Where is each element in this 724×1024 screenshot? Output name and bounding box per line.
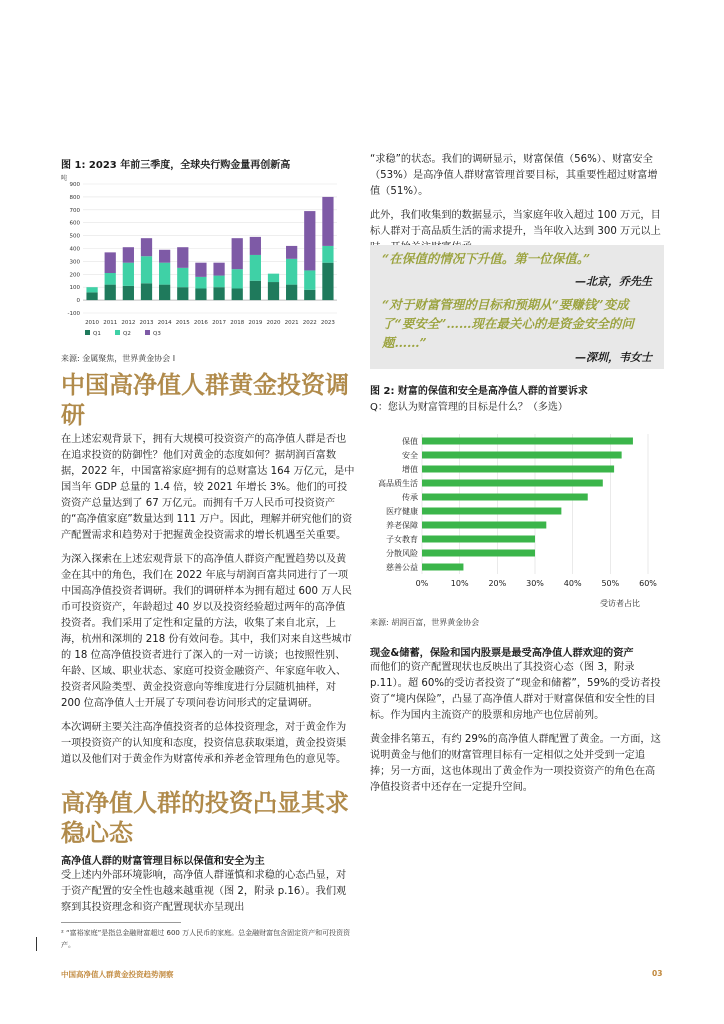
figure-1-source: 来源: 金属聚焦，世界黄金协会 I bbox=[61, 354, 176, 363]
x-tick-label: 2014 bbox=[157, 320, 172, 326]
bar-Q1-2023 bbox=[322, 263, 333, 300]
bar-Q1-2011 bbox=[105, 285, 116, 300]
legend-swatch-Q2 bbox=[115, 330, 120, 335]
bar-Q1-2015 bbox=[177, 287, 188, 300]
legend-label-Q2: Q2 bbox=[123, 331, 131, 337]
y-tick-label: 700 bbox=[69, 207, 80, 214]
y-tick-label: 600 bbox=[69, 220, 80, 227]
bar-Q2-2014 bbox=[159, 263, 170, 285]
paragraph-focus: 本次调研主要关注高净值投资者的总体投资理念，对于黄金作为一项投资资产的认知度和态度，投资信息获取渠道，黄金投资渠道以及他们对于黄金作为财富传承和养老金管理角色的意见等。 bbox=[61, 722, 347, 765]
bar-Q2-2022 bbox=[304, 270, 315, 289]
bar-Q2-2023 bbox=[322, 246, 333, 263]
bar-Q1-2013 bbox=[141, 283, 152, 300]
bar-子女教育 bbox=[422, 536, 535, 543]
bar-保值 bbox=[422, 438, 633, 445]
category-label: 安全 bbox=[402, 451, 418, 460]
bar-Q1-2019 bbox=[250, 281, 261, 300]
x-tick-label: 40% bbox=[563, 579, 582, 588]
paragraph-intro: 在上述宏观背景下，拥有大规模可投资资产的高净值人群是否也在追求投资的防御性？他们对黄金的态度如何？据胡润百富数据，2022 年，中国富裕家庭²拥有的总财富达 164 万亿元，是中国当年 GDP 总量的 1.4 倍，较 2021 年增长 3%。他们的可投资资产总量达到了 67 万亿元。而拥有千万人民币可投资资产的“高净值家庭”数量达到 111 万户。因此，理解并研究他们的资产配置需求和趋势对于把握黄金投资需求的增长机遇至关重要。 bbox=[61, 434, 355, 541]
figure-2-question: Q：您认为财富管理的目标是什么？（多选） bbox=[370, 402, 568, 413]
quote-shenzhen-signature: —深圳，韦女士 bbox=[575, 351, 652, 364]
x-tick-label: 2012 bbox=[121, 320, 136, 326]
x-tick-label: 60% bbox=[639, 579, 657, 588]
x-tick-label: 2023 bbox=[320, 320, 335, 326]
y-tick-label: 800 bbox=[69, 194, 80, 201]
section-title-investment-mindset: 高净值人群的投资凸显其求稳心态 bbox=[61, 789, 349, 847]
category-label: 传承 bbox=[402, 493, 418, 502]
bar-传承 bbox=[422, 494, 588, 501]
category-label: 养老保障 bbox=[386, 521, 418, 530]
x-tick-label: 2021 bbox=[284, 320, 299, 326]
category-label: 增值 bbox=[402, 465, 418, 474]
figure-1-title: 图 1: 2023 年前三季度，全球央行购金量再创新高 bbox=[61, 160, 291, 171]
x-tick-label: 2020 bbox=[266, 320, 281, 326]
bar-Q3-2019 bbox=[250, 237, 261, 255]
quote-beijing-signature: —北京，乔先生 bbox=[575, 275, 652, 288]
footnote-mark: ² bbox=[61, 929, 64, 937]
chart-2-svg bbox=[370, 428, 664, 614]
left-body bbox=[61, 432, 355, 776]
subhead-popular-assets: 现金&储蓄，保险和国内股票是最受高净值人群欢迎的资产 bbox=[370, 648, 634, 659]
bar-Q2-2019 bbox=[250, 255, 261, 281]
x-tick-label: 10% bbox=[450, 579, 469, 588]
bar-Q2-2018 bbox=[232, 269, 243, 288]
right-body-bottom bbox=[370, 660, 664, 804]
y-tick-label: 200 bbox=[69, 272, 80, 279]
paragraph-methodology: 为深入探索在上述宏观背景下的高净值人群资产配置趋势以及黄金在其中的角色，我们在 2022 年底与胡润百富共同进行了一项中国高净值投资者调研。我们的调研样本为拥有超过 600 万人民币可投资资产，年龄超过 40 岁以及投资经验超过两年的高净值投资者。我们采用了定性和定量的方法，收集了来自北京，上海，杭州和深圳的 218 份有效问卷。其中，我们对来自这些城市的 18 位高净值投资者进行了深入的一对一访谈；也按照性别、年龄、区域、职业状态、家庭可投资金融资产、年家庭年收入、投资者风险类型、黄金投资意向等维度进行分层随机抽样，对 200 位高净值人士开展了专项问卷访问形式的定量调研。 bbox=[61, 554, 352, 709]
paragraph-wealth-goal: 受上述内外部环境影响，高净值人群谨慎和求稳的心态凸显，对于资产配置的安全性也越来越重视（图 2，附录 p.16）。我们观察到其投资理念和资产配置现状亦呈现出 bbox=[61, 870, 347, 913]
x-tick-label: 2017 bbox=[212, 320, 227, 326]
bar-Q1-2014 bbox=[159, 285, 170, 300]
paragraph-income: 此外，我们收集到的数据显示，当家庭年收入超过 100 万元，目标人群对于高品质生活的需求提升，当年收入达到 300 万元以上 bbox=[370, 210, 661, 237]
paragraph-gold-rank: 黄金排名第五，有约 29%的高净值人群配置了黄金。一方面，这说明黄金与他们的财富管理目标有一定相似之处并受到一定追捧；另一方面，这也体现出了黄金作为一项投资资产的角色在高净值投资者中还存在一定提升空间。 bbox=[370, 734, 661, 793]
figure-2-title: 图 2: 财富的保值和安全是高净值人群的首要诉求 bbox=[370, 386, 588, 397]
bar-Q2-2016 bbox=[195, 277, 206, 289]
y-tick-label: 500 bbox=[69, 233, 80, 240]
margin-marker bbox=[36, 937, 37, 951]
bar-慈善公益 bbox=[422, 564, 463, 571]
bar-Q1-2012 bbox=[123, 286, 134, 300]
x-tick-label: 2016 bbox=[193, 320, 208, 326]
legend-label-Q1: Q1 bbox=[93, 331, 101, 337]
bar-Q3-2011 bbox=[105, 252, 116, 273]
bar-Q2-2012 bbox=[123, 263, 134, 286]
bar-Q1-2018 bbox=[232, 288, 243, 300]
footnote-text: “富裕家庭”是指总金融财富超过 600 万人民币的家庭。总金融财富包含固定资产和可投资资产。 bbox=[61, 929, 351, 949]
bar-Q3-2016 bbox=[195, 263, 206, 277]
figure-1-chart bbox=[55, 172, 345, 342]
x-tick-label: 2013 bbox=[139, 320, 154, 326]
figure-2-source: 来源: 胡润百富，世界黄金协会 bbox=[370, 618, 480, 627]
bar-Q1-2022 bbox=[304, 290, 315, 300]
bar-医疗健康 bbox=[422, 508, 561, 515]
paragraph-allocation: 而他们的资产配置现状也反映出了其投资心态（图 3，附录 p.11）。超 60%的受访者投资了“现金和储蓄”，59%的受访者投资了“境内保险”，凸显了高净值人群对于财富保值和安全性的目标。作为国内主流资产的股票和房地产也位居前列。 bbox=[370, 662, 661, 721]
x-tick-label: 2015 bbox=[175, 320, 190, 326]
chart-2-xlabel: 受访者占比 bbox=[600, 599, 640, 608]
bar-Q2-2013 bbox=[141, 256, 152, 283]
quote-beijing: “在保值的情况下升值。第一位保值。” bbox=[382, 251, 591, 266]
y-tick-label: 400 bbox=[69, 246, 80, 253]
x-tick-label: 20% bbox=[488, 579, 507, 588]
footer-title: 中国高净值人群黄金投资趋势洞察 bbox=[61, 970, 174, 979]
bar-Q3-2017 bbox=[213, 263, 224, 276]
bar-安全 bbox=[422, 452, 622, 459]
x-tick-label: 2011 bbox=[103, 320, 118, 326]
bar-Q3-2015 bbox=[177, 247, 188, 268]
legend-swatch-Q3 bbox=[145, 330, 150, 335]
chart-1-svg bbox=[55, 172, 345, 342]
chart-1-unit-label: 吨 bbox=[61, 175, 68, 182]
x-tick-label: 0% bbox=[415, 579, 429, 588]
bar-Q3-2023 bbox=[322, 197, 333, 246]
bar-Q3-2014 bbox=[159, 250, 170, 263]
bar-Q2-2021 bbox=[286, 259, 297, 285]
y-tick-label: 900 bbox=[69, 182, 80, 188]
category-label: 子女教育 bbox=[386, 535, 418, 544]
bar-Q2-2011 bbox=[105, 273, 116, 285]
legend-swatch-Q1 bbox=[85, 330, 90, 335]
bar-分散风险 bbox=[422, 550, 535, 557]
x-tick-label: 30% bbox=[526, 579, 544, 588]
quote-shenzhen: “对于财富管理的目标和预期从“要赚钱”变成了“要安全”……现在最关心的是资金安全的问题……” bbox=[382, 297, 634, 350]
bar-Q1-2010 bbox=[86, 292, 97, 300]
bar-Q3-2018 bbox=[232, 238, 243, 269]
bar-Q2-2020 bbox=[268, 274, 279, 282]
category-label: 慈善公益 bbox=[386, 563, 418, 572]
section-title-survey: 中国高净值人群黄金投资调研 bbox=[61, 371, 349, 429]
footer-page-number: 03 bbox=[652, 969, 663, 978]
bar-Q3-2012 bbox=[123, 247, 134, 262]
y-tick-label: 0 bbox=[76, 298, 80, 305]
footnote-divider bbox=[61, 922, 181, 923]
paragraph-stability: “求稳”的状态。我们的调研显示，财富保值（56%）、财富安全（53%）是高净值人群财富管理首要目标，其重要性超过财富增值（51%）。 bbox=[370, 154, 658, 197]
bar-高品质生活 bbox=[422, 480, 603, 487]
x-tick-label: 2019 bbox=[248, 320, 263, 326]
bar-Q1-2020 bbox=[268, 282, 279, 300]
legend-label-Q3: Q3 bbox=[153, 331, 161, 337]
bar-Q1-2016 bbox=[195, 288, 206, 300]
bar-Q3-2013 bbox=[141, 238, 152, 256]
bar-Q2-2017 bbox=[213, 276, 224, 288]
bar-Q3-2022 bbox=[304, 211, 315, 270]
y-tick-label: 300 bbox=[69, 259, 80, 266]
category-label: 保值 bbox=[402, 437, 418, 446]
y-tick-label: 100 bbox=[69, 285, 80, 292]
figure-2-chart bbox=[370, 428, 664, 614]
bar-Q3-2021 bbox=[286, 246, 297, 259]
bar-Q2-2015 bbox=[177, 268, 188, 287]
bar-Q2-2010 bbox=[86, 287, 97, 292]
category-label: 分散风险 bbox=[386, 549, 418, 558]
x-tick-label: 2010 bbox=[85, 320, 100, 326]
subhead-wealth-goal: 高净值人群的财富管理目标以保值和安全为主 bbox=[61, 856, 265, 867]
footnote bbox=[61, 927, 355, 951]
quote-box bbox=[370, 245, 664, 369]
x-tick-label: 2018 bbox=[230, 320, 245, 326]
category-label: 高品质生活 bbox=[378, 479, 418, 488]
bar-养老保障 bbox=[422, 522, 546, 529]
bar-增值 bbox=[422, 466, 614, 473]
bar-Q1-2021 bbox=[286, 285, 297, 300]
category-label: 医疗健康 bbox=[386, 507, 418, 516]
x-tick-label: 2022 bbox=[302, 320, 317, 326]
bar-Q1-2017 bbox=[213, 287, 224, 300]
y-tick-label: -100 bbox=[67, 311, 80, 317]
x-tick-label: 50% bbox=[601, 579, 620, 588]
